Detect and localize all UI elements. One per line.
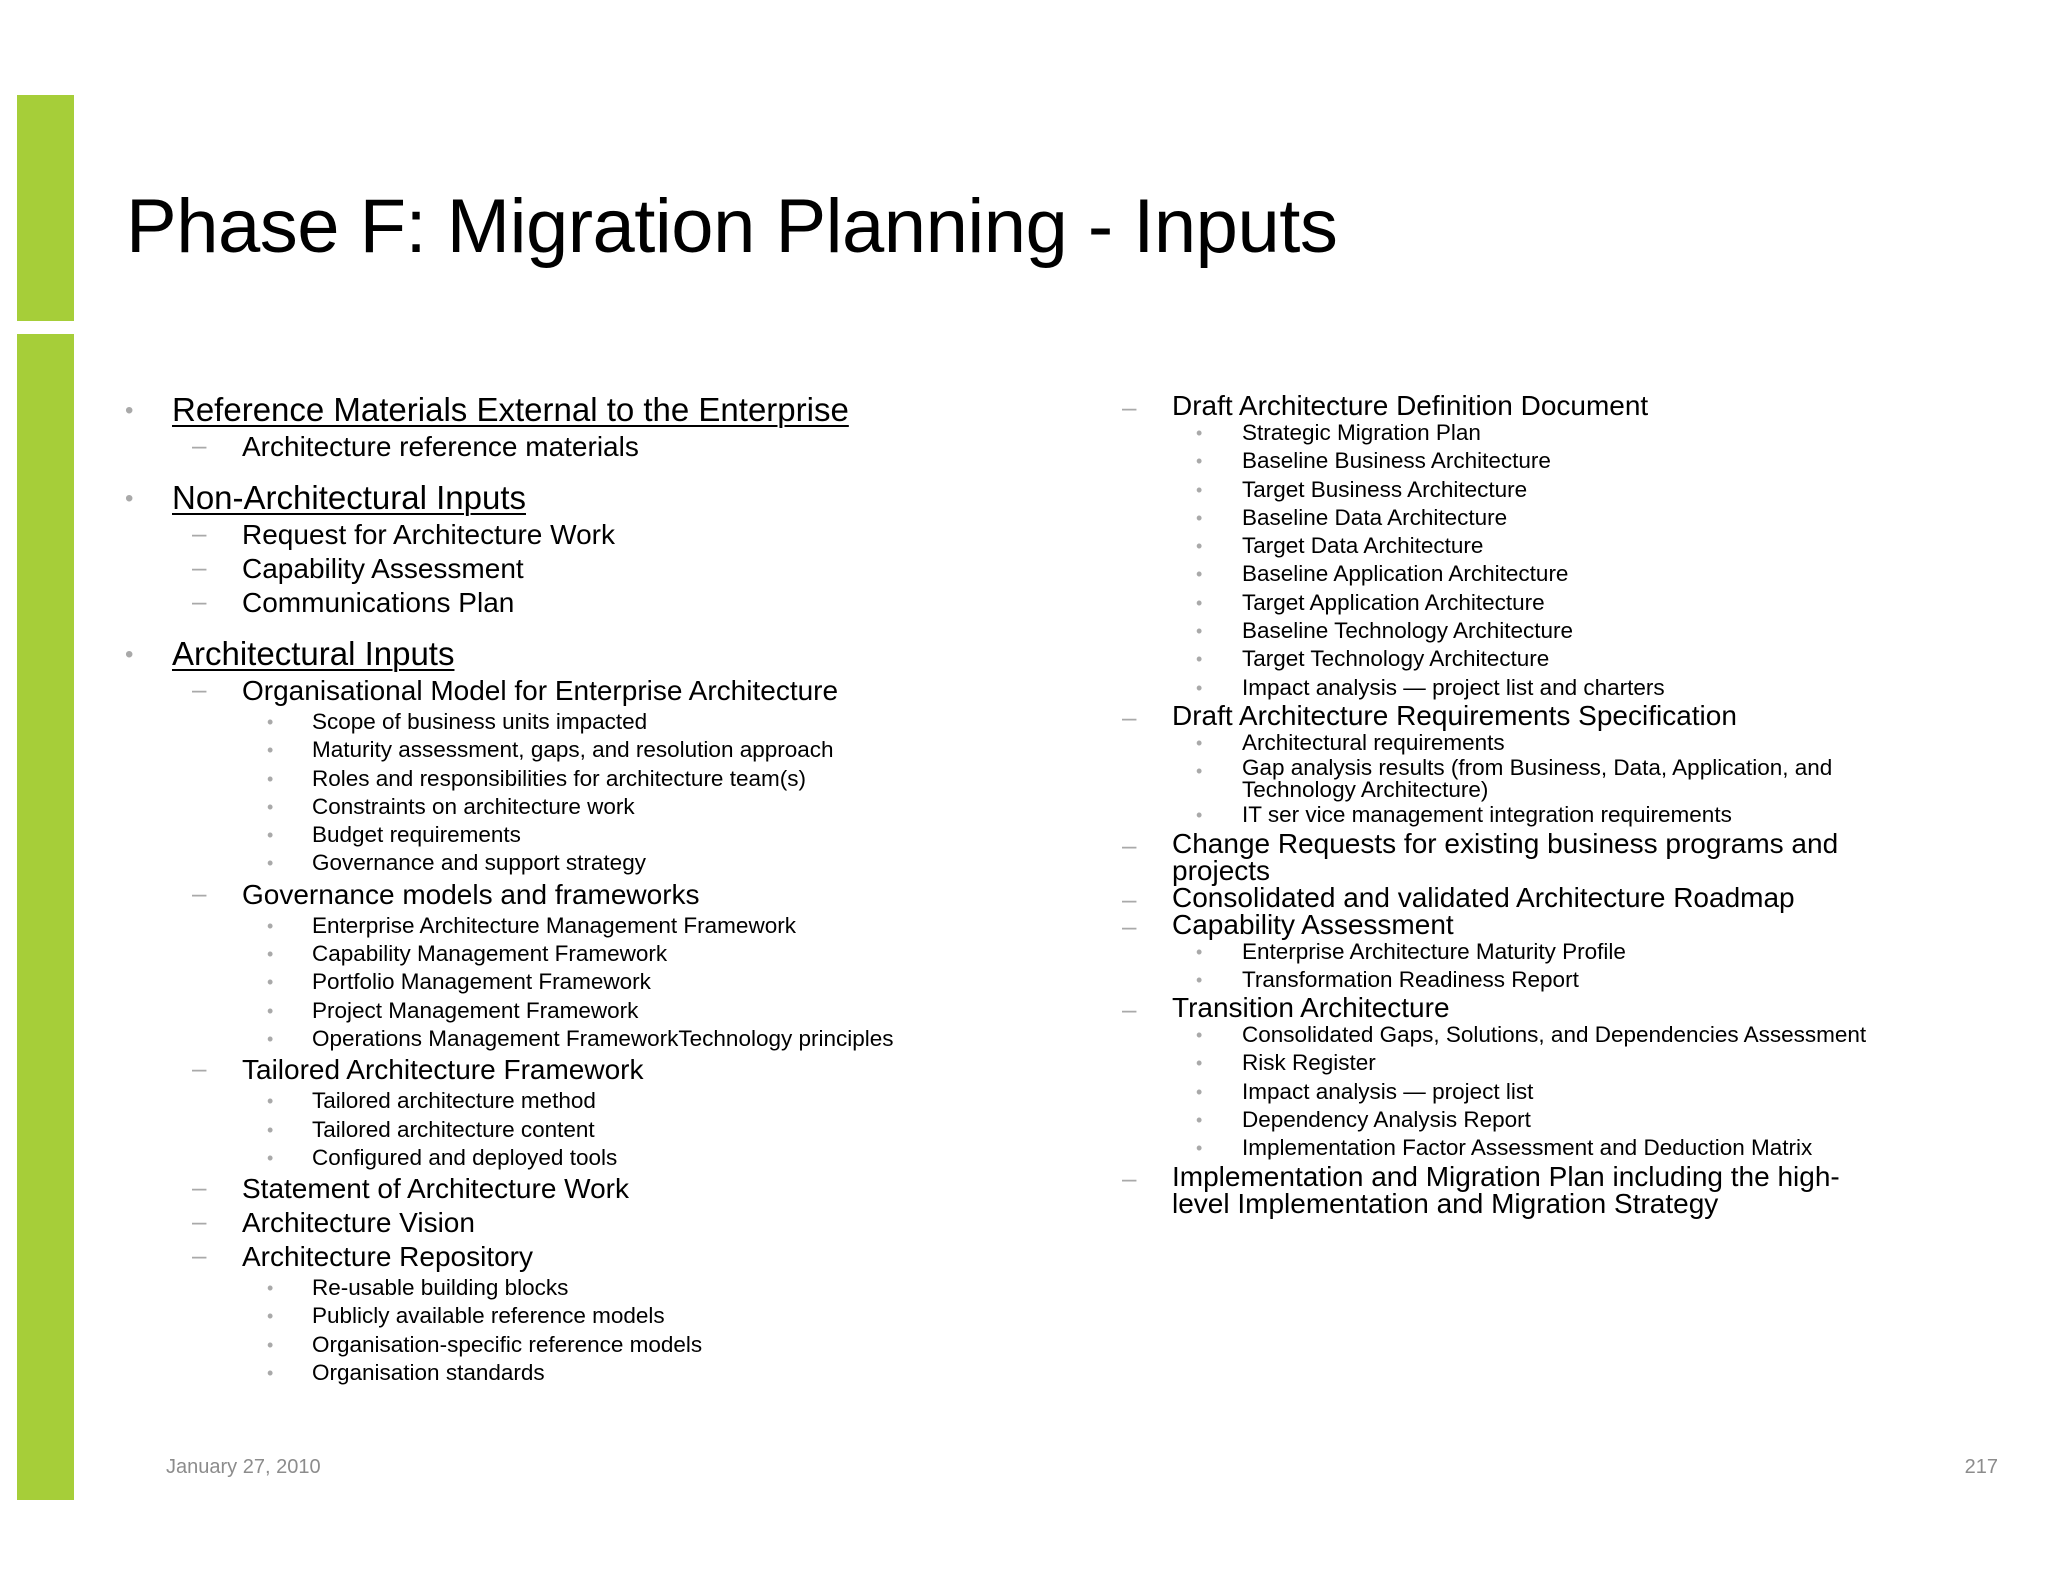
sub-item-label: Capability Management Framework — [312, 941, 668, 967]
sub-item-label: Maturity assessment, gaps, and resolution approach — [312, 737, 834, 763]
sub-list-item — [1196, 801, 2002, 829]
sub-item-label — [1242, 448, 1551, 473]
sub-item-label: Scope of business units impacted — [312, 709, 648, 734]
sub-item-label: Governance and support strategy — [312, 850, 646, 876]
sub-item-label-line: Baseline Technology Architecture — [1242, 618, 1574, 644]
item-label — [1172, 392, 2002, 419]
bullet-dot-icon: • — [267, 796, 274, 817]
sub-item-label — [1242, 675, 1665, 700]
sub-list — [172, 430, 1122, 464]
sub-item-label — [1242, 1079, 1533, 1104]
bullet-dot-icon: • — [125, 397, 134, 424]
bullet-dot-icon: • — [267, 944, 274, 965]
sub-item-label: Project Management Framework — [312, 997, 639, 1023]
left-bullet-list — [122, 390, 1122, 1387]
list-item — [1122, 994, 2002, 1162]
sub-item-label-line: Baseline Business Architecture — [1242, 448, 1551, 474]
sub-list-item — [267, 1331, 1122, 1359]
list-item — [192, 1240, 1122, 1387]
item-label: Capability Assessment — [242, 553, 524, 584]
section-item — [122, 390, 1122, 464]
bullet-dot-icon: • — [1196, 479, 1203, 500]
sub-list-item — [267, 1302, 1122, 1330]
bullet-dot-icon: • — [267, 1000, 274, 1021]
bullet-dot-icon: • — [1196, 423, 1203, 443]
sub-list-item — [267, 793, 1122, 821]
sub-list-item — [267, 1087, 1122, 1115]
section-heading: Reference Materials External to the Enterprise — [172, 391, 849, 428]
bullet-dot-icon: • — [1196, 969, 1203, 990]
item-label-line: Capability Assessment — [1172, 908, 1454, 940]
sub-item-label: Enterprise Architecture Management Framework — [312, 912, 796, 938]
bullet-dot-icon: • — [267, 1278, 274, 1299]
sub-item-label-line: Implementation Factor Assessment and Deduction Matrix — [1242, 1135, 1813, 1161]
sub-list-item — [1196, 1134, 2002, 1162]
sub-list-item — [267, 997, 1122, 1025]
sub-item-label — [1242, 1022, 1866, 1047]
sub-list-item — [267, 1025, 1122, 1053]
item-label: Organisational Model for Enterprise Architecture — [242, 675, 839, 706]
sub-item-label-line: Target Technology Architecture — [1242, 646, 1550, 672]
bullet-dot-icon: • — [1196, 805, 1203, 826]
section-heading: Architectural Inputs — [172, 635, 455, 672]
sub-sub-list — [242, 1274, 1122, 1387]
sub-item-label: Budget requirements — [312, 822, 521, 848]
sub-item-label-line: Enterprise Architecture Maturity Profile — [1242, 938, 1626, 964]
dash-bullet-icon: – — [192, 877, 207, 908]
sub-list-item — [1196, 645, 2002, 673]
bullet-dot-icon: • — [267, 1091, 274, 1112]
sub-item-label: Operations Management FrameworkTechnology principles — [312, 1025, 894, 1051]
item-label-line: Draft Architecture Definition Document — [1172, 390, 1649, 421]
bullet-dot-icon: • — [125, 641, 134, 668]
bullet-dot-icon: • — [1196, 732, 1203, 753]
bullet-dot-icon: • — [1196, 941, 1203, 962]
sub-list-item — [267, 1116, 1122, 1144]
sub-list-item — [267, 912, 1122, 940]
sub-item-label: Configured and deployed tools — [312, 1144, 618, 1170]
sub-list-item — [1196, 1078, 2002, 1106]
sub-list-item — [1196, 757, 2002, 801]
sub-item-label: Re-usable building blocks — [312, 1275, 569, 1301]
list-item — [1122, 908, 2002, 995]
bullet-dot-icon: • — [1196, 1025, 1203, 1046]
sub-item-label: Publicly available reference models — [312, 1303, 665, 1329]
sub-item-label — [1242, 477, 1527, 502]
sub-list-item — [1196, 532, 2002, 560]
sub-item-label-line: Target Application Architecture — [1242, 589, 1545, 615]
bullet-dot-icon: • — [267, 825, 274, 846]
bullet-dot-icon: • — [267, 768, 274, 789]
bullet-dot-icon: • — [1196, 677, 1203, 698]
sub-item-label — [1242, 939, 1626, 964]
list-item — [1122, 827, 2002, 886]
item-label: Tailored Architecture Framework — [242, 1054, 644, 1086]
sub-list — [172, 518, 1122, 620]
sub-item-label — [1242, 561, 1568, 586]
item-label: Communications Plan — [242, 587, 515, 618]
sub-item-label — [1242, 730, 1505, 755]
sub-sub-list — [1172, 419, 2002, 702]
sub-list-item — [267, 968, 1122, 996]
dash-bullet-icon: – — [1122, 883, 1137, 914]
sub-item-label-line: Impact analysis — project list — [1242, 1078, 1534, 1104]
footer-date: January 27, 2010 — [166, 1456, 321, 1478]
sub-item-label-line: Target Business Architecture — [1242, 476, 1528, 502]
item-label-line: Implementation and Migration Plan including the high- — [1172, 1160, 1840, 1192]
item-label: Request for Architecture Work — [242, 519, 615, 550]
list-item — [192, 1172, 1122, 1206]
bullet-dot-icon: • — [1196, 564, 1203, 585]
sub-sub-list — [242, 1087, 1122, 1172]
sub-item-label — [1242, 802, 1732, 827]
list-item — [1122, 881, 2002, 914]
sub-item-label-line: Consolidated Gaps, Solutions, and Dependencies Assessment — [1242, 1022, 1867, 1048]
sub-item-label-line: Transformation Readiness Report — [1242, 966, 1579, 992]
accent-bar-top — [17, 95, 74, 321]
sub-list-item — [1196, 560, 2002, 588]
item-label-line: level Implementation and Migration Strategy — [1172, 1187, 1719, 1219]
bullet-dot-icon: • — [267, 853, 274, 874]
sub-list-item — [267, 940, 1122, 968]
sub-list-item — [267, 821, 1122, 849]
bullet-dot-icon: • — [267, 1363, 274, 1384]
bullet-dot-icon: • — [267, 915, 274, 936]
sub-item-label: Organisation-specific reference models — [312, 1331, 703, 1357]
dash-bullet-icon: – — [192, 1172, 207, 1203]
bullet-dot-icon: • — [1196, 451, 1203, 472]
sub-sub-list — [242, 912, 1122, 1053]
item-label — [1172, 992, 2002, 1024]
bullet-dot-icon: • — [1196, 592, 1203, 613]
sub-list-item — [267, 1274, 1122, 1302]
dash-bullet-icon: – — [1122, 1162, 1137, 1193]
bullet-dot-icon: • — [267, 740, 274, 761]
bullet-dot-icon: • — [267, 1334, 274, 1355]
bullet-dot-icon: • — [1196, 649, 1203, 670]
sub-list-item — [1196, 966, 2002, 994]
sub-list-item — [267, 1359, 1122, 1387]
sub-list-item — [1196, 674, 2002, 702]
item-label — [1172, 1160, 2002, 1219]
item-label-line: Change Requests for existing business programs and — [1172, 827, 1839, 859]
sub-sub-list — [1172, 1021, 2002, 1162]
dash-bullet-icon: – — [1122, 994, 1137, 1025]
sub-item-label-line: Strategic Migration Plan — [1242, 420, 1481, 445]
item-label: Architecture Vision — [242, 1207, 475, 1239]
sub-item-label-line: Dependency Analysis Report — [1242, 1107, 1531, 1133]
sub-item-label — [1242, 1050, 1376, 1075]
dash-bullet-icon: – — [192, 586, 207, 616]
dash-bullet-icon: – — [192, 518, 207, 548]
sub-sub-list — [1172, 729, 2002, 830]
item-label-line: Draft Architecture Requirements Specification — [1172, 699, 1737, 731]
list-item — [1122, 392, 2002, 702]
bullet-dot-icon: • — [267, 712, 274, 732]
item-label: Statement of Architecture Work — [242, 1173, 629, 1205]
bullet-dot-icon: • — [1196, 1110, 1203, 1131]
item-label — [1172, 699, 2002, 731]
slide-title: Phase F: Migration Planning - Inputs — [126, 184, 1338, 269]
item-label: Governance models and frameworks — [242, 878, 700, 910]
item-label-line: Consolidated and validated Architecture Roadmap — [1172, 881, 1795, 913]
bullet-dot-icon: • — [1196, 507, 1203, 528]
sub-item-label — [1242, 618, 1573, 643]
sub-item-label — [1242, 967, 1579, 992]
sub-sub-list — [242, 708, 1122, 878]
item-label — [1172, 881, 2002, 913]
right-column — [1122, 392, 2002, 1217]
bullet-dot-icon: • — [267, 972, 274, 993]
section-item — [122, 634, 1122, 1387]
sub-list-item — [267, 1144, 1122, 1172]
sub-item-label: Constraints on architecture work — [312, 793, 635, 819]
section-item — [122, 478, 1122, 620]
sub-item-label-line: Impact analysis — project list and charters — [1242, 674, 1665, 700]
list-item — [192, 1206, 1122, 1240]
list-item — [192, 518, 1122, 552]
sub-item-label — [1242, 590, 1545, 615]
sub-item-label-line: IT ser vice management integration requirements — [1242, 802, 1732, 828]
item-label — [1172, 827, 2002, 886]
bullet-dot-icon: • — [1196, 761, 1203, 782]
sub-item-label: Organisation standards — [312, 1360, 545, 1386]
dash-bullet-icon: – — [192, 1240, 207, 1271]
bullet-dot-icon: • — [1196, 621, 1203, 642]
sub-item-label — [1242, 757, 2002, 801]
sub-item-label: Roles and responsibilities for architecture team(s) — [312, 765, 806, 791]
sub-item-label-line: Baseline Data Architecture — [1242, 504, 1508, 530]
sub-item-label-line: Risk Register — [1242, 1050, 1376, 1076]
sub-item-label-line: Architectural requirements — [1242, 729, 1505, 755]
sub-item-label: Portfolio Management Framework — [312, 969, 651, 995]
sub-sub-list — [1172, 938, 2002, 995]
sub-list — [172, 674, 1122, 1387]
bullet-dot-icon: • — [267, 1147, 274, 1168]
sub-item-label: Tailored architecture content — [312, 1116, 595, 1142]
sub-list-item — [267, 736, 1122, 764]
dash-bullet-icon: – — [192, 552, 207, 582]
sub-list-item — [1196, 447, 2002, 475]
sub-item-label-line: Gap analysis results (from Business, Data, Application, and — [1242, 755, 1833, 781]
sub-list-item — [1196, 617, 2002, 645]
dash-bullet-icon: – — [192, 1053, 207, 1084]
list-item — [192, 430, 1122, 464]
sub-list-item — [267, 849, 1122, 877]
item-label-line: Transition Architecture — [1172, 992, 1450, 1024]
accent-bar-bottom — [17, 334, 74, 1500]
bullet-dot-icon: • — [267, 1028, 274, 1049]
list-item — [1122, 699, 2002, 830]
page-number: 217 — [1964, 1456, 1998, 1478]
dash-bullet-icon: – — [1122, 701, 1137, 732]
item-label: Architecture reference materials — [242, 431, 639, 462]
left-column — [122, 390, 1122, 1387]
item-label: Architecture Repository — [242, 1241, 534, 1273]
section-heading: Non-Architectural Inputs — [172, 479, 526, 516]
sub-list-item — [1196, 1021, 2002, 1049]
sub-item-label-line: Target Data Architecture — [1242, 533, 1484, 559]
list-item — [192, 674, 1122, 878]
sub-list-item — [1196, 419, 2002, 447]
bullet-dot-icon: • — [1196, 1053, 1203, 1074]
bullet-dot-icon: • — [1196, 536, 1203, 557]
dash-bullet-icon: – — [192, 1206, 207, 1237]
list-item — [192, 878, 1122, 1053]
sub-item-label — [1242, 420, 1481, 445]
sub-list-item — [1196, 589, 2002, 617]
bullet-dot-icon: • — [267, 1119, 274, 1140]
sub-item-label — [1242, 505, 1507, 530]
sub-item-label — [1242, 533, 1483, 558]
bullet-dot-icon: • — [1196, 1138, 1203, 1159]
bullet-dot-icon: • — [125, 485, 134, 512]
sub-list-item — [1196, 476, 2002, 504]
bullet-dot-icon: • — [267, 1306, 274, 1327]
sub-item-label-line: Baseline Application Architecture — [1242, 561, 1569, 587]
sub-item-label — [1242, 646, 1549, 671]
dash-bullet-icon: – — [192, 674, 207, 704]
sub-list-item — [1196, 938, 2002, 966]
sub-list-item — [267, 765, 1122, 793]
list-item — [192, 552, 1122, 586]
list-item — [192, 586, 1122, 620]
dash-bullet-icon: – — [1122, 910, 1137, 941]
right-bullet-list — [1122, 392, 2002, 1217]
list-item — [1122, 1160, 2002, 1219]
list-item — [192, 1053, 1122, 1172]
sub-item-label: Tailored architecture method — [312, 1088, 596, 1114]
sub-list-item — [1196, 504, 2002, 532]
bullet-dot-icon: • — [1196, 1081, 1203, 1102]
item-label — [1172, 908, 2002, 940]
sub-list-item — [1196, 729, 2002, 757]
dash-bullet-icon: – — [1122, 392, 1137, 422]
item-label-line: projects — [1172, 854, 1271, 886]
sub-list-item — [1196, 1049, 2002, 1077]
sub-list-item — [267, 708, 1122, 736]
dash-bullet-icon: – — [192, 430, 207, 460]
sub-item-label — [1242, 1107, 1531, 1132]
sub-item-label — [1242, 1135, 1812, 1160]
sub-item-label-line: Technology Architecture) — [1242, 777, 1489, 803]
dash-bullet-icon: – — [1122, 829, 1137, 860]
sub-list-item — [1196, 1106, 2002, 1134]
